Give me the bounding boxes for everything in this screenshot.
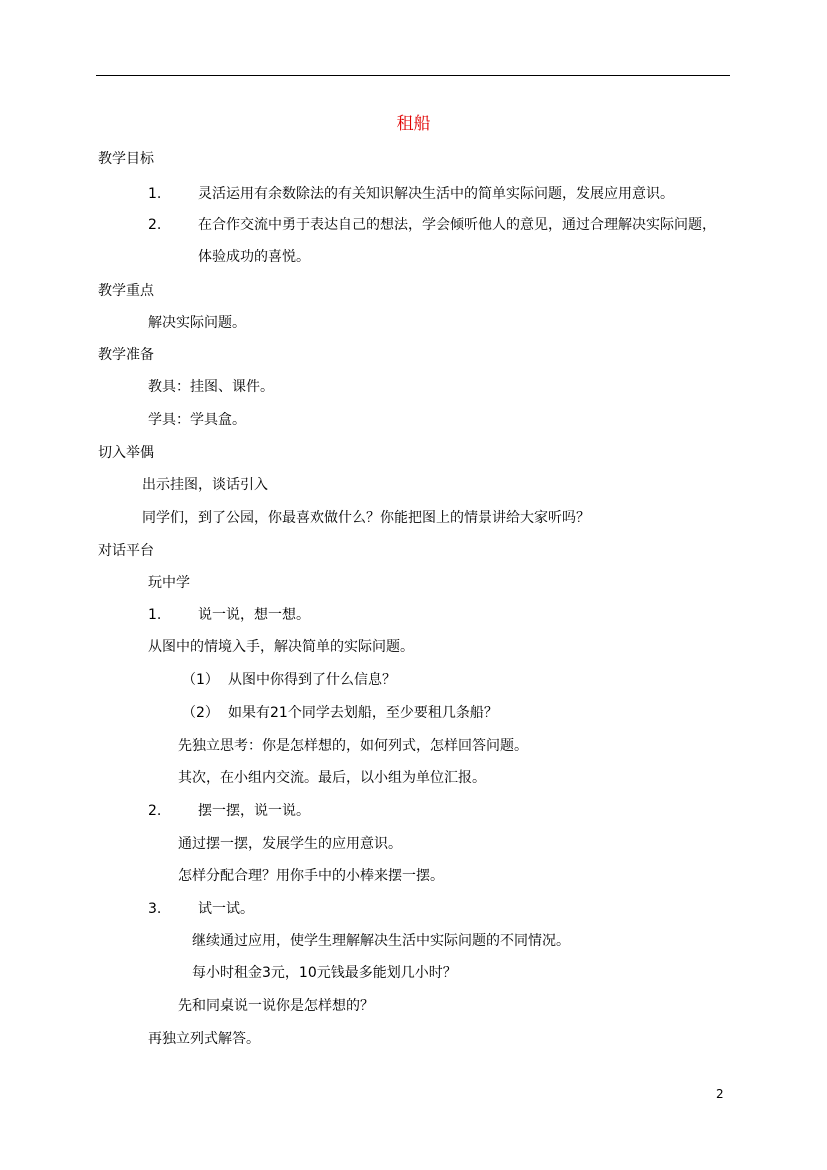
step-2-note: 怎样分配合理？用你手中的小棒来摆一摆。 [178,868,444,884]
header-rule [96,75,730,76]
document-title: 租船 [396,114,431,134]
section-heading-focus: 教学重点 [98,283,154,299]
student-tools: 学具：学具盒。 [148,412,246,428]
step-3-description: 继续通过应用，使学生理解解决生活中实际问题的不同情况。 [192,933,570,949]
teacher-tools: 教具：挂图、课件。 [148,379,274,395]
step-3-problem: 每小时租金3元，10元钱最多能划几小时？ [192,965,457,981]
goal-item-2-text-line2: 体验成功的喜悦。 [198,249,310,265]
goal-item-1-number: 1. [148,186,162,202]
step-2-number: 2. [148,803,162,819]
step-3-number: 3. [148,901,162,917]
step-2-description: 通过摆一摆，发展学生的应用意识。 [178,836,402,852]
intro-line-1: 出示挂图，谈话引入 [142,477,268,493]
step-3-title: 试一试。 [198,901,254,917]
step-3-note-1: 先和同桌说一说你是怎样想的？ [178,998,374,1014]
question-2-number: （2） [182,705,219,721]
step-3-note-2: 再独立列式解答。 [148,1031,260,1047]
step-2-title: 摆一摆，说一说。 [198,803,310,819]
question-1-text: 从图中你得到了什么信息？ [228,672,396,688]
step-1-description: 从图中的情境入手，解决简单的实际问题。 [148,639,414,655]
question-1-number: （1） [182,672,219,688]
page-number: 2 [716,1087,724,1101]
goal-item-2-number: 2. [148,217,162,233]
step-1-note-1: 先独立思考：你是怎样想的，如何列式，怎样回答问题。 [178,738,528,754]
focus-text: 解决实际问题。 [148,315,246,331]
step-1-note-2: 其次，在小组内交流。最后，以小组为单位汇报。 [178,770,486,786]
step-1-title: 说一说，想一想。 [198,607,310,623]
goal-item-1-text: 灵活运用有余数除法的有关知识解决生活中的简单实际问题，发展应用意识。 [198,186,674,202]
goal-item-2-text-line1: 在合作交流中勇于表达自己的想法，学会倾听他人的意见，通过合理解决实际问题， [198,217,716,233]
dialogue-subheading: 玩中学 [148,575,190,591]
step-1-number: 1. [148,607,162,623]
intro-line-2: 同学们，到了公园，你最喜欢做什么？你能把图上的情景讲给大家听吗？ [142,510,590,526]
section-heading-goals: 教学目标 [98,151,154,167]
section-heading-intro: 切入举偶 [98,445,154,461]
question-2-text: 如果有21个同学去划船，至少要租几条船？ [228,705,498,721]
section-heading-dialogue: 对话平台 [98,543,154,559]
section-heading-preparation: 教学准备 [98,347,154,363]
